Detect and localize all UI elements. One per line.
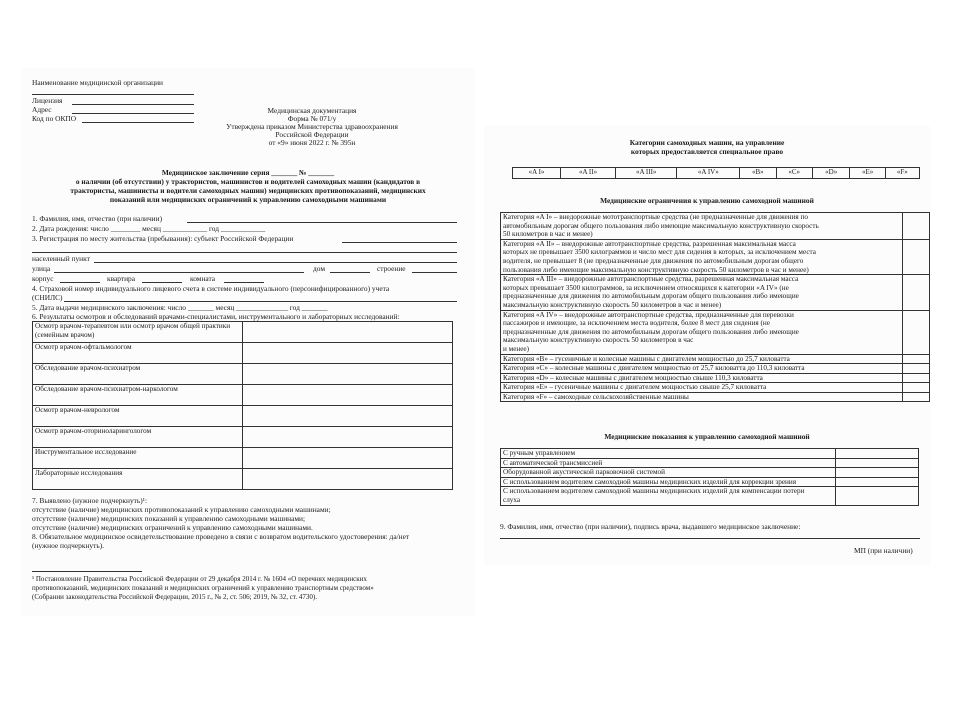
limit-mark-cell[interactable] — [903, 364, 930, 374]
exam-result-cell[interactable] — [243, 385, 453, 406]
exam-result-cell[interactable] — [243, 364, 453, 385]
doc-header-3: Утверждена приказом Министерства здравоохранения — [226, 122, 398, 131]
exam-laboratory: Лабораторные исследования — [33, 469, 243, 490]
indication-mark-cell[interactable] — [836, 468, 919, 478]
limit-a1: Категория «A I» – внедорожные мототранспортные средства (не предназначенные для движения по автомобильным дорогам общего пользования либо имеющие максимальную конструктивную скорость 50 километров в час и менее) — [501, 213, 903, 240]
limit-a3: Категория «A III» – внедорожные автотранспортные средства, разрешенная максимальная масса которых превышает 3500 килограммов, за исключением относящихся к категории «A IV» (не предназначенные для движения по автомобильным дорогам общего пользования либо имеющие максимальную конструктивную скорость 50 километров в час и менее) — [501, 275, 903, 310]
table-row — [501, 239, 930, 274]
table-row — [501, 392, 930, 402]
okpo-label: Код по ОКПО — [32, 114, 77, 123]
table-row — [501, 213, 930, 240]
korpus-label: корпус — [32, 274, 54, 283]
street-label: улица — [32, 264, 51, 273]
stamp-label: МП (при наличии) — [854, 546, 913, 555]
doctor-signature-line[interactable] — [500, 538, 920, 539]
korpus-line[interactable] — [60, 282, 100, 283]
address-line — [72, 113, 194, 114]
limit-a2: Категория «A II» – внедорожные автотранспортные средства, разрешенная максимальная масса которых не превышает 3500 килограммов и число мест для сидения в которых, за исключением места водителя, не превышает 8 (не предназначенные для движения по автомобильным дорогам общего пользования либо имеющие максимальную конструктивную скорость 50 километров в час и менее) — [501, 239, 903, 274]
limit-mark-cell[interactable] — [903, 213, 930, 240]
limit-f: Категория «F» – самоходные сельскохозяйственные машины — [501, 392, 903, 402]
category-e[interactable]: «E» — [850, 168, 885, 179]
table-row — [33, 385, 453, 406]
field-registration-label: 3. Регистрация по месту жительства (пребывания): субъект Российской Федерации — [32, 234, 294, 243]
license-line — [72, 104, 194, 105]
indication-mark-cell[interactable] — [836, 487, 919, 505]
street-line[interactable] — [54, 272, 304, 273]
room-label: комната — [190, 274, 216, 283]
table-row — [501, 468, 919, 478]
category-a3[interactable]: «A III» — [615, 168, 677, 179]
form-title-3: трактористы, машинисты и водители самоходных машин) медицинских противопоказаний, медицинских — [70, 186, 426, 195]
limit-d: Категория «D» – колесные машины с двигателем мощностью свыше 110,3 киловатта — [501, 373, 903, 383]
house-line[interactable] — [330, 272, 370, 273]
settlement-label: населенный пункт — [32, 254, 90, 263]
exam-narcologist: Обследование врачом-психиатром-наркологом — [33, 385, 243, 406]
table-row — [501, 383, 930, 393]
room-line[interactable] — [224, 282, 264, 283]
field-license-return-1[interactable]: 8. Обязательное медицинское освидетельствование проведено в связи с возвратом водительского удостоверения: да/нет — [32, 532, 410, 541]
house-label: дом — [313, 264, 325, 273]
findings-indications[interactable]: отсутствие (наличие) медицинских показаний к управлению самоходными машинами; — [32, 514, 306, 523]
exam-ent: Осмотр врачом-оториноларингологом — [33, 427, 243, 448]
exam-result-cell[interactable] — [243, 427, 453, 448]
indication-mark-cell[interactable] — [836, 477, 919, 487]
limit-mark-cell[interactable] — [903, 392, 930, 402]
field-subject-line[interactable] — [342, 242, 457, 243]
indication-vision-correction: С использованием водителем самоходной машины медицинских изделий для коррекции зрения — [501, 477, 836, 487]
doc-header-5: от «9» июня 2022 г. № 395н — [268, 138, 356, 147]
form-title-1: Медицинское заключение серия _______ № _______ — [161, 168, 335, 177]
category-b[interactable]: «B» — [740, 168, 776, 179]
indication-automatic: С автоматической трансмиссией — [501, 458, 836, 468]
table-row — [501, 458, 919, 468]
table-row — [33, 364, 453, 385]
exam-table — [32, 321, 453, 490]
limit-mark-cell[interactable] — [903, 275, 930, 310]
limits-table — [500, 212, 930, 402]
category-a4[interactable]: «A IV» — [677, 168, 740, 179]
footnote-2: противопоказаний, медицинских показаний и медицинских ограничений к управлению транспортным средством» — [32, 584, 374, 592]
apartment-line[interactable] — [142, 282, 182, 283]
indication-hearing: С использованием водителем самоходной машины медицинских изделий для компенсации потери слуха — [501, 487, 836, 505]
table-row — [33, 469, 453, 490]
limits-title: Медицинские ограничения к управлению самоходной машиной — [600, 196, 814, 205]
exam-psychiatrist: Обследование врачом-психиатром — [33, 364, 243, 385]
table-row — [501, 275, 930, 310]
address-label: Адрес — [32, 105, 52, 114]
table-row — [501, 449, 919, 459]
indications-table — [500, 448, 919, 506]
field-name-label: 1. Фамилия, имя, отчество (при наличии) — [32, 214, 163, 223]
footnote-3: (Собрании законодательства Российской Федерации, 2015 г., № 2, ст. 506; 2019, № 32, ст. 4730). — [32, 593, 317, 601]
exam-neurologist: Осмотр врачом-неврологом — [33, 406, 243, 427]
footnote-1: ¹ Постановление Правительства Российской Федерации от 29 декабря 2014 г. № 1604 «О перечнях медицинских — [32, 575, 367, 583]
field-snils-1: 4. Страховой номер индивидуального лицевого счета в системе индивидуального (персонифицированного) учета — [32, 284, 390, 293]
table-row — [501, 364, 930, 374]
field-results: 6. Результаты осмотров и обследований врачами-специалистами, инструментального и лабораторных исследований: — [32, 312, 400, 321]
exam-result-cell[interactable] — [243, 406, 453, 427]
exam-result-cell[interactable] — [243, 322, 453, 343]
doc-header-1: Медицинская документация — [267, 106, 357, 115]
building-line[interactable] — [412, 272, 457, 273]
table-row — [33, 343, 453, 364]
limit-mark-cell[interactable] — [903, 373, 930, 383]
exam-result-cell[interactable] — [243, 343, 453, 364]
field-findings: 7. Выявлено (нужное подчеркнуть)¹: — [32, 496, 147, 505]
indication-manual: С ручным управлением — [501, 449, 836, 459]
category-d[interactable]: «D» — [812, 168, 850, 179]
limit-mark-cell[interactable] — [903, 354, 930, 364]
table-row — [33, 448, 453, 469]
limit-mark-cell[interactable] — [903, 383, 930, 393]
indications-title: Медицинские показания к управлению самоходной машиной — [604, 432, 810, 441]
exam-result-cell[interactable] — [243, 448, 453, 469]
org-name-label: Наименование медицинской организации — [32, 78, 164, 87]
category-a1[interactable]: «A I» — [513, 168, 561, 179]
findings-restrictions[interactable]: отсутствие (наличие) медицинских ограничений к управлению самоходными машинами. — [32, 523, 313, 532]
left-page — [22, 68, 474, 616]
category-f[interactable]: «F» — [885, 168, 919, 179]
category-c[interactable]: «C» — [776, 168, 812, 179]
field-snils-2: (СНИЛС) — [32, 293, 63, 302]
form-title-4: показаний или медицинских ограничений к управлению самоходными машинами — [109, 195, 387, 204]
limit-mark-cell[interactable] — [903, 310, 930, 354]
exam-therapist: Осмотр врачом-терапевтом или осмотр врачом общей практики (семейным врачом) — [33, 322, 243, 343]
exam-result-cell[interactable] — [243, 469, 453, 490]
field-name-line[interactable] — [187, 222, 457, 223]
exam-instrumental: Инструментальное исследование — [33, 448, 243, 469]
footnote-separator — [32, 571, 142, 572]
table-row — [33, 406, 453, 427]
doc-header-2: Форма № 071/у — [287, 114, 337, 123]
indication-mark-cell[interactable] — [836, 458, 919, 468]
limit-a4: Категория «A IV» – внедорожные автотранспортные средства, предназначенные для перевозки пассажиров и имеющие, за исключением места водителя, более 8 мест для сидения (не предназначенные для движения по автомобильным дорогам общего пользования либо имеющие максимальную конструктивную скорость 50 километров в час и менее) — [501, 310, 903, 354]
field-registration-line[interactable] — [32, 252, 457, 253]
category-a2[interactable]: «A II» — [561, 168, 616, 179]
okpo-line — [82, 122, 194, 123]
table-row — [501, 477, 919, 487]
doc-header-4: Российской Федерации — [275, 130, 349, 139]
snils-line[interactable] — [64, 301, 457, 302]
table-row — [33, 322, 453, 343]
categories-title-1: Категории самоходных машин, на управление — [629, 138, 785, 147]
field-birthdate[interactable]: 2. Дата рождения: число ________ месяц ____________ год ____________ — [32, 224, 266, 233]
right-page — [484, 126, 930, 566]
field-doctor-signature: 9. Фамилия, имя, отчество (при наличии), подпись врача, выдавшего медицинское заключение: — [500, 522, 801, 531]
field-license-return-2: (нужное подчеркнуть). — [32, 541, 105, 550]
indication-parking-system: Оборудованной акустической парковочной системой — [501, 468, 836, 478]
org-name-line — [32, 94, 194, 95]
exam-ophthalmologist: Осмотр врачом-офтальмологом — [33, 343, 243, 364]
building-label: строение — [377, 264, 406, 273]
settlement-line[interactable] — [94, 262, 457, 263]
limit-mark-cell[interactable] — [903, 239, 930, 274]
findings-contraindications[interactable]: отсутствие (наличие) медицинских противопоказаний к управлению самоходными машинами; — [32, 505, 331, 514]
form-title-2: о наличии (об отсутствии) у трактористов, машинистов и водителей самоходных машин (кандидатов в — [75, 177, 421, 186]
apartment-label: квартира — [107, 274, 136, 283]
license-label: Лицензия — [32, 96, 63, 105]
table-row — [501, 487, 919, 505]
table-row — [33, 427, 453, 448]
limit-e: Категория «E» – гусеничные машины с двигателем мощностью свыше 25,7 киловатта — [501, 383, 903, 393]
limit-b: Категория «B» – гусеничные и колесные машины с двигателем мощностью до 25,7 киловатта — [501, 354, 903, 364]
table-row — [513, 168, 920, 179]
table-row — [501, 373, 930, 383]
limit-c: Категория «C» – колесные машины с двигателем мощностью от 25,7 киловатта до 110,3 киловатта — [501, 364, 903, 374]
table-row — [501, 310, 930, 354]
indication-mark-cell[interactable] — [836, 449, 919, 459]
table-row — [501, 354, 930, 364]
field-issue-date[interactable]: 5. Дата выдачи медицинского заключения: число _______ месяц ______________ год _______ — [32, 303, 328, 312]
categories-table — [512, 167, 920, 179]
categories-title-2: которых предоставляется специальное право — [630, 147, 784, 156]
